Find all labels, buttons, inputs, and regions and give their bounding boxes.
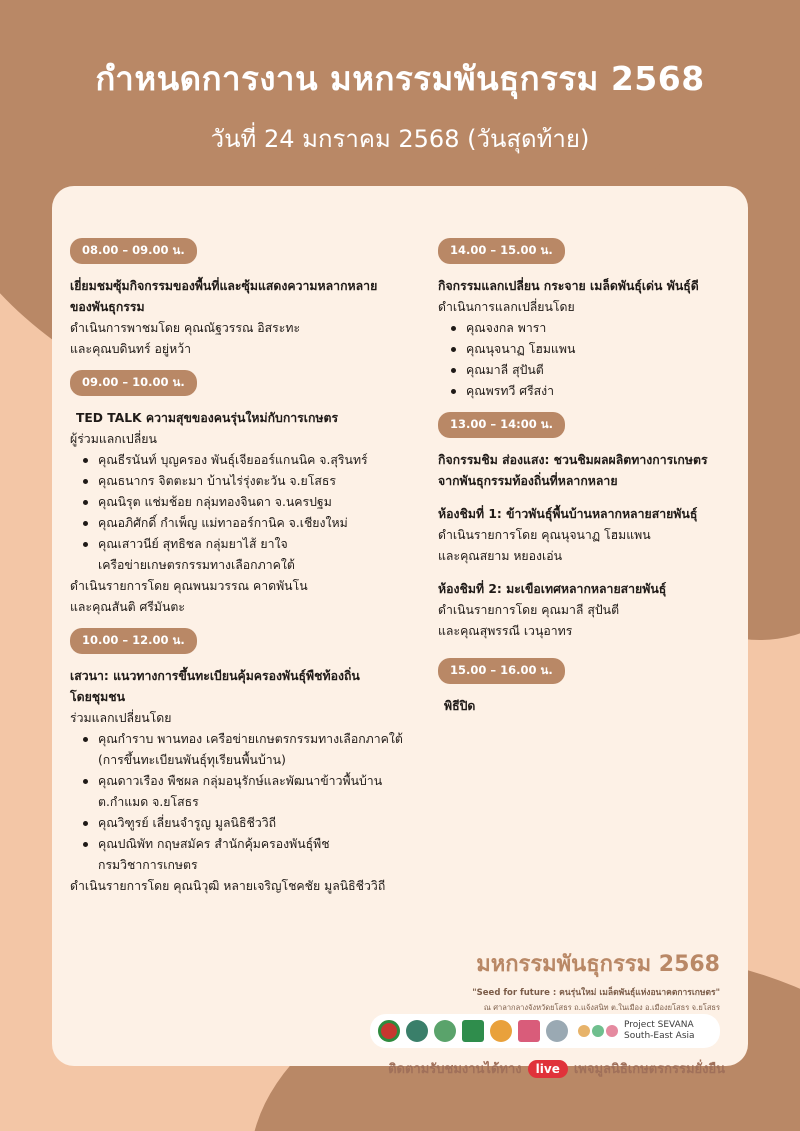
list-item: คุณอภิศักดิ์ กำเพ็ญ แม่ทาออร์กานิค จ.เชียงใหม่: [80, 513, 415, 534]
follow-live-banner: [340, 1058, 725, 1079]
session-host: ดำเนินรายการโดย คุณพนมวรรณ คาดพันโน: [70, 579, 308, 593]
list-item: คุณจงกล พารา: [448, 318, 738, 339]
schedule-left-column: [70, 238, 415, 907]
list-item: คุณนิรุต แช่มช้อย กลุ่มทองจินดา จ.นครปฐม: [80, 492, 415, 513]
speaker-list-2: [70, 771, 415, 792]
list-item: คุณดาวเรือง พืชผล กลุ่มอนุรักษ์และพัฒนาข้าวพื้นบ้าน: [80, 771, 415, 792]
partner-logos: [370, 1014, 720, 1048]
time-badge: 13.00 – 14:00 น.: [438, 412, 565, 438]
list-item: คุณนุจนาฏ โฮมแพน: [448, 339, 738, 360]
list-item-cont: เครือข่ายเกษตรกรรมทางเลือกภาคใต้: [98, 558, 295, 572]
session-host-cont: และคุณสันติ ศรีมันตะ: [70, 600, 186, 614]
sevana-logo-text: [624, 1020, 695, 1042]
time-badge: 14.00 – 15.00 น.: [438, 238, 565, 264]
live-badge: live: [528, 1060, 568, 1078]
session-title: เยี่ยมชมซุ้มกิจกรรมของพื้นที่และซุ้มแสดงความหลากหลาย: [70, 279, 378, 293]
session-1000: [70, 628, 415, 897]
partner-logo-icon: [518, 1020, 540, 1042]
header: [0, 52, 800, 158]
festival-tagline: "Seed for future : คนรุ่นใหม่ เมล็ดพันธุ์แห่งอนาคตการเกษตร": [472, 988, 720, 998]
session-title: พิธีปิด: [444, 699, 476, 713]
session-title: กิจกรรมชิม ส่องแสง: ชวนชิมผลผลิตทางการเกษตร: [438, 453, 708, 467]
session-0800: [70, 238, 415, 360]
time-badge: 10.00 – 12.00 น.: [70, 628, 197, 654]
page-title: กำหนดการงาน มหกรรมพันธุกรรม 2568: [95, 59, 705, 98]
schedule-right-column: [438, 238, 738, 727]
list-item: คุณมาลี สุปันตี: [448, 360, 738, 381]
partner-logo-icon: [490, 1020, 512, 1042]
exchanger-list: [438, 318, 738, 402]
partner-logo-icon: [546, 1020, 568, 1042]
list-item-cont: ต.กำแมด จ.ยโสธร: [98, 795, 199, 809]
list-item: คุณเสาวนีย์ สุทธิชล กลุ่มยาไส้ ยาใจ: [80, 534, 415, 555]
time-badge: 15.00 – 16.00 น.: [438, 658, 565, 684]
session-subheading: ผู้ร่วมแลกเปลี่ยน: [70, 432, 157, 446]
facebook-page-text: เพจมูลนิธิเกษตรกรรมยั่งยืน: [573, 1062, 725, 1077]
list-item: คุณกำราบ พานทอง เครือข่ายเกษตรกรรมทางเลือกภาคใต้: [80, 729, 415, 750]
list-item: คุณวิฑูรย์ เลี่ยนจำรูญ มูลนิธิชีววิถี: [80, 813, 415, 834]
session-title: กิจกรรมแลกเปลี่ยน กระจาย เมล็ดพันธุ์เด่น พันธุ์ดี: [438, 279, 699, 293]
session-title-cont: จากพันธุกรรมท้องถิ่นที่หลากหลาย: [438, 474, 618, 488]
speaker-list-3: [70, 813, 415, 855]
session-1500: [438, 658, 738, 717]
list-item: คุณธนากร จิตตะมา บ้านไร่รุ่งตะวัน จ.ยโสธร: [80, 471, 415, 492]
session-host: ดำเนินรายการโดย คุณนิวุฒิ หลายเจริญโชคชัย มูลนิธิชีววิถี: [70, 879, 386, 893]
list-item: คุณธีรนันท์ บุญครอง พันธุ์เจียออร์แกนนิค จ.สุรินทร์: [80, 450, 415, 471]
sevana-logo-icon: [578, 1025, 618, 1037]
time-badge: 08.00 – 09.00 น.: [70, 238, 197, 264]
festival-name: มหกรรมพันธุกรรม 2568: [476, 952, 720, 977]
session-host-cont: และคุณบดินทร์ อยู่หว้า: [70, 342, 192, 356]
festival-footer: [360, 946, 720, 1014]
speaker-list: [70, 729, 415, 750]
partner-logo-icon: [462, 1020, 484, 1042]
session-1400: [438, 238, 738, 402]
tasting-room-2-title: ห้องชิมที่ 2: มะเขือเทศหลากหลายสายพันธุ์: [438, 582, 667, 596]
session-1300: [438, 412, 738, 642]
tasting-room-1-host: ดำเนินรายการโดย คุณนุจนาฏ โฮมแพน: [438, 528, 651, 542]
time-badge: 09.00 – 10.00 น.: [70, 370, 197, 396]
follow-text: ติดตามรับชมงานได้ทาง: [388, 1062, 522, 1077]
tasting-room-1-title: ห้องชิมที่ 1: ข้าวพันธุ์พื้นบ้านหลากหลายสายพันธุ์: [438, 507, 698, 521]
sevana-line-1: Project SEVANA: [624, 1020, 694, 1030]
tasting-room-2-host: ดำเนินรายการโดย คุณมาลี สุปันตี: [438, 603, 620, 617]
session-subheading: ดำเนินการแลกเปลี่ยนโดย: [438, 300, 575, 314]
list-item-cont: (การขึ้นทะเบียนพันธุ์ทุเรียนพื้นบ้าน): [98, 753, 286, 767]
list-item: คุณปณิพัท กฤษสมัคร สำนักคุ้มครองพันธุ์พืช: [80, 834, 415, 855]
tasting-room-2-host-cont: และคุณสุพรรณี เวนุอาทร: [438, 624, 573, 638]
session-title-cont: โดยชุมชน: [70, 690, 125, 704]
tasting-room-1-host-cont: และคุณสยาม หยองเอ่น: [438, 549, 563, 563]
list-item-cont: กรมวิชาการเกษตร: [98, 858, 198, 872]
partner-logo-icon: [406, 1020, 428, 1042]
session-host: ดำเนินการพาชมโดย คุณณัฐวรรณ อิสระทะ: [70, 321, 301, 335]
session-0900: [70, 370, 415, 618]
festival-venue: ณ ศาลากลางจังหวัดยโสธร ถ.แจ้งสนิท ต.ในเมือง อ.เมืองยโสธร จ.ยโสธร: [483, 1003, 720, 1012]
page-subtitle: วันที่ 24 มกราคม 2568 (วันสุดท้าย): [210, 125, 590, 153]
partner-logo-icon: [378, 1020, 400, 1042]
list-item: คุณพรทวี ศรีสง่า: [448, 381, 738, 402]
session-subheading: ร่วมแลกเปลี่ยนโดย: [70, 711, 172, 725]
session-title-cont: ของพันธุกรรม: [70, 300, 145, 314]
sevana-line-2: South-East Asia: [624, 1031, 695, 1041]
schedule-card: [52, 186, 748, 1066]
partner-logo-icon: [434, 1020, 456, 1042]
speaker-list: [70, 450, 415, 555]
session-title: TED TALK ความสุขของคนรุ่นใหม่กับการเกษตร: [76, 411, 339, 425]
session-title: เสวนา: แนวทางการขึ้นทะเบียนคุ้มครองพันธุ์พืชท้องถิ่น: [70, 669, 360, 683]
